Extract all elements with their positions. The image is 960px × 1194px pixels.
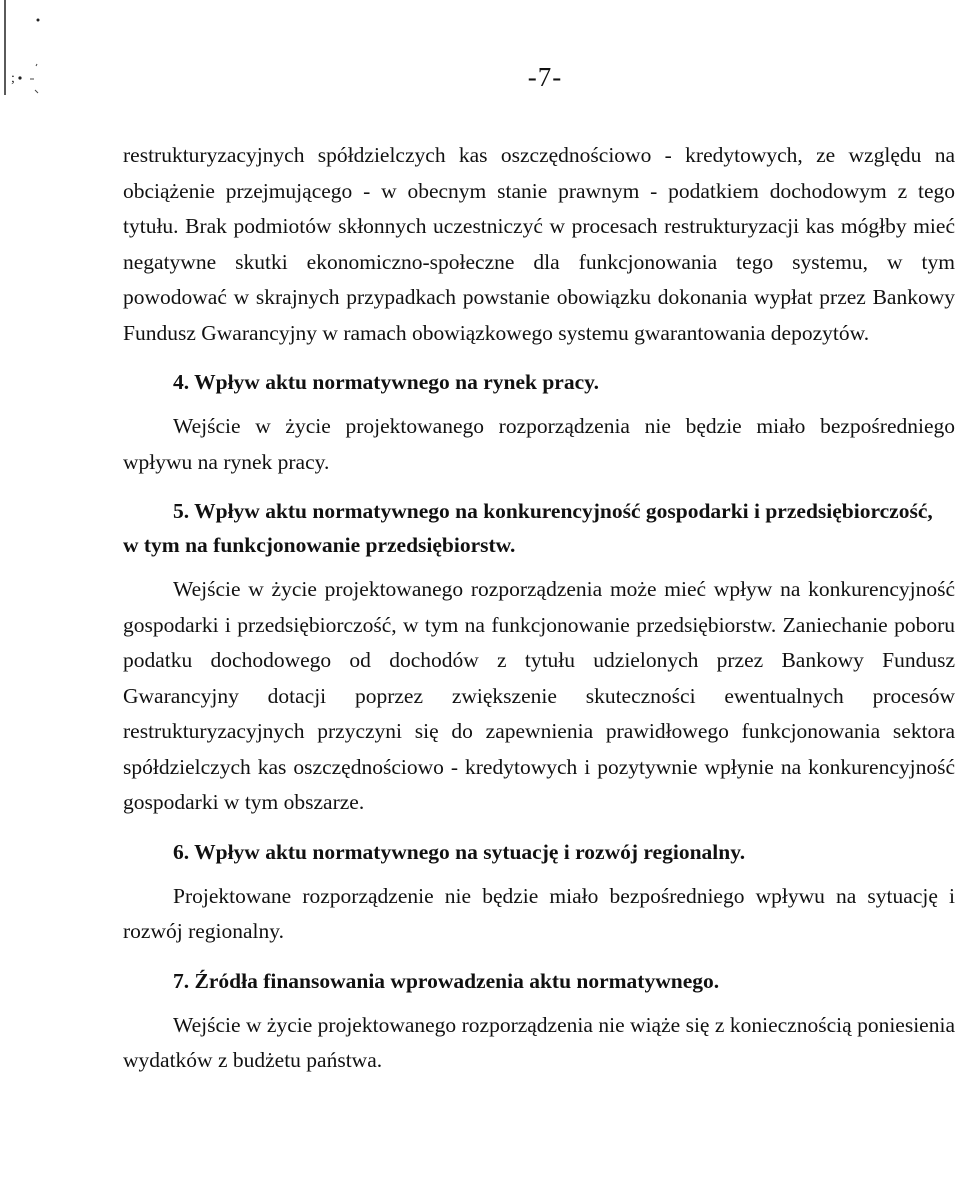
paragraph-regional-development: Projektowane rozporządzenie nie będzie miało bezpośredniego wpływu na sytuację i rozwój regionalny. (123, 883, 955, 943)
paragraph-labor-market: Wejście w życie projektowanego rozporządzenia nie będzie miało bezpośredniego wpływu na rynek pracy. (123, 414, 955, 474)
section-heading-6: 6. Wpływ aktu normatywnego na sytuację i rozwój regionalny. (173, 839, 746, 864)
document-body (123, 138, 955, 1079)
paragraph-financing: Wejście w życie projektowanego rozporządzenia nie wiąże się z koniecznością poniesienia wydatków z budżetu państwa. (123, 1012, 955, 1072)
svg-text:;: ; (11, 71, 15, 86)
paragraph-competitiveness: Wejście w życie projektowanego rozporządzenia może mieć wpływ na konkurencyjność gospodarki i przedsiębiorczość, w tym na funkcjonowanie przedsiębiorstw. Zaniechanie poboru podatku dochodowego od dochodów z tytułu udzielonych przez Bankowy Fundusz Gwarancyjny dotacji poprzez zwiększenie skuteczności ewentualnych procesów restrukturyzacyjnych przyczyni się do zapewnienia prawidłowego funkcjonowania sektora spółdzielczych kas oszczędnościowo - kredytowych i pozytywnie wpłynie na konkurencyjność gospodarki w tym obszarze. (123, 577, 955, 814)
section-heading-5-line2: w tym na funkcjonowanie przedsiębiorstw. (123, 533, 516, 557)
section-heading-5 (123, 494, 955, 562)
page-number: -7- (527, 62, 563, 92)
section-heading-7: 7. Źródła finansowania wprowadzenia aktu normatywnego. (173, 968, 720, 993)
section-heading-5-line1: 5. Wpływ aktu normatywnego na konkurencyjność gospodarki i przedsiębiorczość, (173, 499, 933, 523)
section-heading-4: 4. Wpływ aktu normatywnego na rynek pracy. (173, 370, 600, 394)
paragraph-continuation: restrukturyzacyjnych spółdzielczych kas oszczędnościowo - kredytowych, ze względu na obciążenie przejmującego - w obecnym stanie prawnym - podatkiem dochodowym z tego tytułu. Brak podmiotów skłonnych uczestniczyć w procesach restrukturyzacji kas mógłby mieć negatywne skutki ekonomiczno-społeczne dla funkcjonowania tego systemu, w tym powodować w skrajnych przypadkach powstanie obowiązku dokonania wypłat przez Bankowy Fundusz Gwarancyjny w ramach obowiązkowego systemu gwarantowania depozytów. (123, 143, 955, 345)
